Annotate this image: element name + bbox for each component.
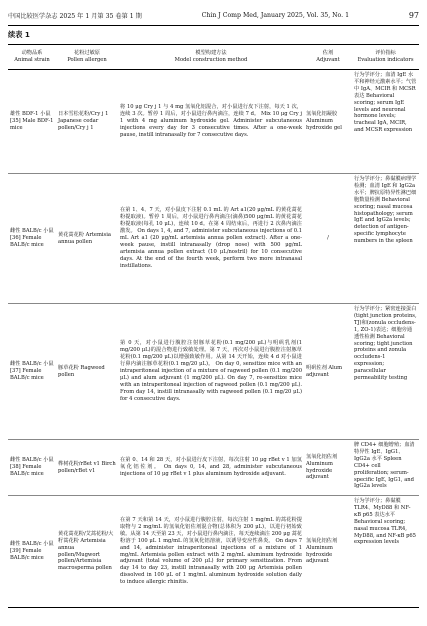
cell-adjuvant: 氢氧化铝凝胶 Aluminum hydroxide gel bbox=[304, 70, 352, 174]
journal-title-en: Chin J Comp Med, January 2025, Vol. 35, No. 1 bbox=[201, 11, 350, 19]
table-row bbox=[8, 70, 419, 174]
table-row bbox=[8, 440, 419, 496]
cell-allergen: 桦树花粉/rBet v1 Birch pollen/rBet v1 bbox=[56, 440, 118, 496]
model-table bbox=[8, 44, 419, 608]
page-number: 97 bbox=[408, 10, 419, 20]
cell-adjuvant: 氢氧化铝佐剂 Aluminum hydroxide adjuvant bbox=[304, 496, 352, 608]
table-header-row bbox=[8, 45, 419, 70]
table-row bbox=[8, 174, 419, 304]
cell-allergen: 豚草花粉 Ragweed pollen bbox=[56, 304, 118, 440]
cell-method: 在第 7 天和第 14 天，对小鼠进行腹腔注射，每次注射 1 mg/mL 的蒿花粉提取物与 2 mg/mL 的氢氧化铝佐剂混合物(总体积为 200 μL)，以进行初始致敏。从第 14 天至第 23 天，对小鼠进行鼻内滴注，每天连续滴注 200 μg 蒿花粉溶于 100 μL 1 mg/mL 的氢氧化铝溶液，以诱导变应性鼻炎。 On days 7 and 14, administer intraperitoneal injections of a mixture of 1 mg/mL Artemisia pollen extract with 2 mg/mL aluminum hydroxide adjuvant (total volume of 200 μL) for primary sensitization. From day 14 to day 23, instill intranasally with 200 μg Artemisia pollen dissolved in 100 μL of 1 mg/mL aluminum hydroxide solution daily to induce allergic rhinitis. bbox=[118, 496, 304, 608]
cell-strain: 雌性 BALB/c 小鼠[36] Female BALB/c mice bbox=[8, 174, 56, 304]
col-header-method: 模型构建方法 Model construction method bbox=[118, 45, 304, 70]
cell-indicators: 行为学评分；紧密连接蛋白(tight junction proteins, TJ)和(zonula occludens-1, ZO-1)表达；细胞旁通透性检测 Behavioral scoring; tight junction proteins and zonula occludens-1 expression; paracellular permeability testing bbox=[352, 304, 419, 440]
col-header-strain: 动物品系 Animal strain bbox=[8, 45, 56, 70]
col-header-allergen: 花粉过敏原 Pollen allergen bbox=[56, 45, 118, 70]
cell-indicators: 行为学评分；鼻黏膜 TLR4、MyD88 和 NF-κB p65 表达水平 Behavioral scoring; nasal mucosa TLR4, MyD88, and NF-κB p65 expression levels bbox=[352, 496, 419, 608]
cell-method: 第 0 天，对小鼠进行腹腔注射豚草花粉(0.1 mg/200 μL)与明矾乳剂(1 mg/200 μL)的混合物进行致敏处理。第 7 天，再次对小鼠进行腹腔注射豚草花粉(0.1 mg/200 μL)以增强致敏作用。从第 14 天开始，连续 4 d 对小鼠进行鼻内滴注豚草花粉(0.1 mg/20 μL)。 On day 0, sensitize mice with an intraperitoneal injection of a mixture of ragweed pollen (0.1 mg/200 μL) and alum adjuvant (1 mg/200 μL). On day 7, re-sensitize mice with an intraperitoneal injection of ragweed pollen (0.1 mg/200 μL). From day 14, instill intranasally with ragweed pollen (0.1 mg/20 μL) for 4 consecutive days. bbox=[118, 304, 304, 440]
cell-method: 在第 0、14 和 28 天，对小鼠进行皮下注射，每次注射 10 μg rBet v 1 加氢氧化铝佐剂。 On days 0, 14, and 28, administer subcutaneous injections of 10 μg rBet v 1 plus aluminum hydroxide adjuvant. bbox=[118, 440, 304, 496]
cell-method: 将 10 μg Cry j 1 与 4 mg 氢氧化铝混合，对小鼠进行皮下注射，每天 1 次，连续 3 次。暂停 1 周后，对小鼠进行鼻内滴注，连续 7 d。 Mix 10 μg Cry j 1 with 4 mg aluminum hydroxide gel. Administer subcutaneous injections every day for 3 consecutive times. After a one-week pause, instill intranasally for 7 consecutive days. bbox=[118, 70, 304, 174]
cell-strain: 雌性 BALB/c 小鼠[39] Female BALB/c mice bbox=[8, 496, 56, 608]
cell-indicators: 行为学评分；鼻黏膜病理学检测；血清 IgE 和 IgG2a 水平；脾抗原特异性淋巴细胞数量检测 Behavioral scoring; nasal mucosa histopathology; serum IgE and IgG2a levels; detection of antigen-specific lymphocyte numbers in the spleen bbox=[352, 174, 419, 304]
journal-title-zh: 中国比较医学杂志 2025 年 1 月第 35 卷第 1 期 bbox=[8, 12, 142, 20]
col-header-adjuvant: 佐剂 Adjuvant bbox=[304, 45, 352, 70]
cell-strain: 雌性 BALB/c 小鼠[37] Female BALB/c mice bbox=[8, 304, 56, 440]
table-row bbox=[8, 496, 419, 608]
cell-adjuvant: 明矾佐剂 Alum adjuvant bbox=[304, 304, 352, 440]
cell-allergen: 日本雪松花粉/Cry j 1 Japanese cedar pollen/Cry j 1 bbox=[56, 70, 118, 174]
table-caption: 续表 1 bbox=[8, 30, 30, 39]
cell-adjuvant: 氢氧化铝佐剂 Aluminum hydroxide adjuvant bbox=[304, 440, 352, 496]
cell-allergen: 黄花蒿花粉/艾蒿花粉/大籽蒿花粉 Artemisia annua pollen/Mugwort pollen/Artemisia macrosperma pollen bbox=[56, 496, 118, 608]
cell-indicators: 脾 CD4+ 细胞增殖；血清特异性 IgE、IgG1、IgG2a 水平 Spleen CD4+ cell proliferation; serum-specific IgE, IgG1, and IgG2a levels bbox=[352, 440, 419, 496]
cell-method: 在第 1、4、7 天，对小鼠皮下注射 0.1 mL 的 Art a1(20 μg/mL 的黄花蒿花粉提取液)。暂停 1 周后，对小鼠进行鼻内滴注(滴鼻)500 μg/mL 的黄花蒿花粉提取液(每孔 10 μL)，连续 10 d。在第 4 周结束后，再进行 2 次鼻内滴注激发。 On days 1, 4, and 7, administer subcutaneous injections of 0.1 mL Art a1 (20 μg/mL artemisia annua pollen extract). After a one-week pause, instill intranasally (drop nose) with 500 μg/mL artemisia annua pollen extract (10 μL/nostril) for 10 consecutive days. At the end of the fourth week, perform two more intranasal instillations. bbox=[118, 174, 304, 304]
col-header-indicators: 评价指标 Evaluation indicators bbox=[352, 45, 419, 70]
cell-adjuvant: / bbox=[304, 174, 352, 304]
cell-strain: 雄性 BDF-1 小鼠[35] Male BDF-1 mice bbox=[8, 70, 56, 174]
cell-allergen: 黄花蒿花粉 Artemisia annua pollen bbox=[56, 174, 118, 304]
table-row bbox=[8, 304, 419, 440]
running-header bbox=[8, 8, 419, 26]
cell-indicators: 行为学评分；血清 IgE 水平和神经元激素水平；气管中 IgA、MCIR 和 MCSR 表达 Behavioral scoring; serum IgE levels and neuronal hormone levels; tracheal IgA, MCIR, and MCSR expression bbox=[352, 70, 419, 174]
cell-strain: 雌性 BALB/c 小鼠[38] Female BALB/c mice bbox=[8, 440, 56, 496]
